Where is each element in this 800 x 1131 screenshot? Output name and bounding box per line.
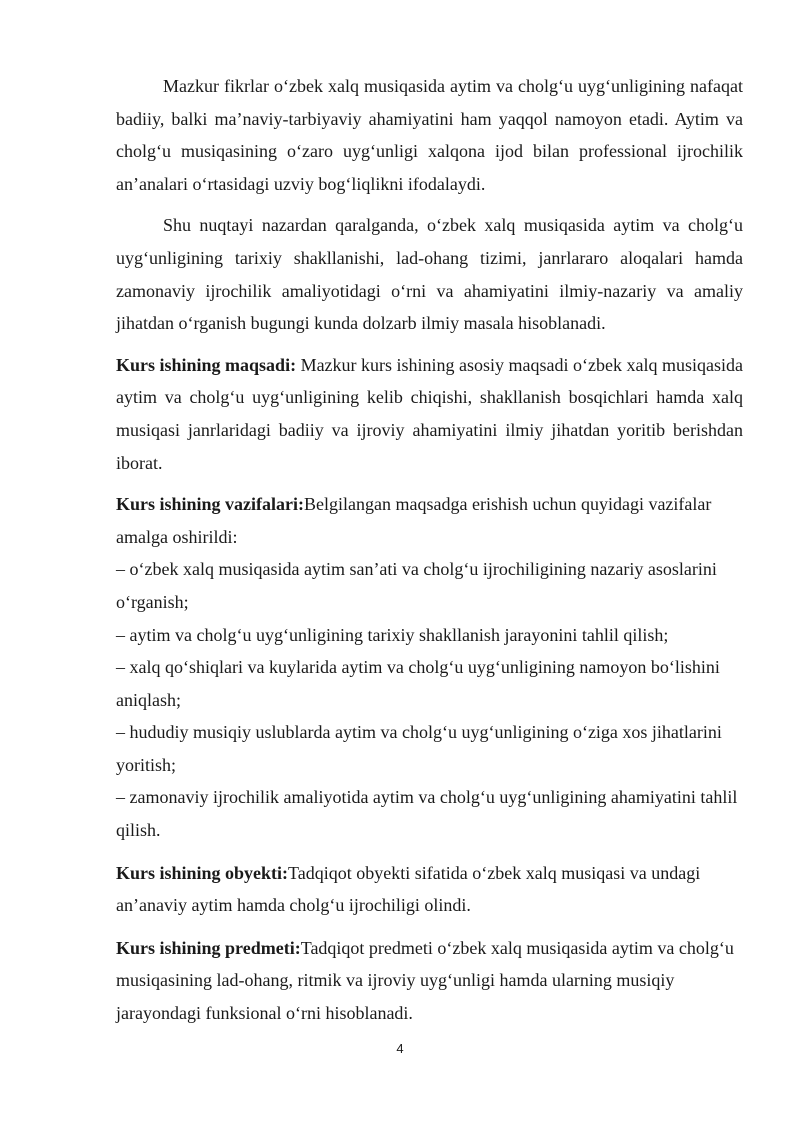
page-number: 4 [396,1041,404,1056]
tasks-label: Kurs ishining vazifalari: [116,494,305,515]
subject-section [116,932,743,1030]
task-item: – zamonaviy ijrochilik amaliyotida aytim va cholg‘u uyg‘unligining ahamiyatini tahlil qilish. [116,787,738,841]
document-page [116,70,743,1040]
task-item: – aytim va cholg‘u uyg‘unligining tarixiy shakllanish jarayonini tahlil qilish; [116,624,669,645]
object-section [116,857,743,922]
tasks-intro: Belgilangan maqsadga erishish uchun quyidagi vazifalar amalga oshirildi: [116,494,712,547]
task-item: – hududiy musiqiy uslublarda aytim va cholg‘u uyg‘unligining o‘ziga xos jihatlarini yoritish; [116,722,722,775]
object-label: Kurs ishining obyekti: [116,862,289,883]
goal-text: Mazkur kurs ishining asosiy maqsadi o‘zbek xalq musiqasida aytim va cholg‘u uyg‘unligining kelib chiqishi, shakllanish bosqichlari hamda xalq musiqasi janrlaridagi badiiy va ijroviy ahamiyatini ilmiy jihatdan yoritib berishdan iborat. [116,354,743,473]
goal-label: Kurs ishining maqsadi: [116,354,297,375]
goal-section [116,349,743,479]
task-item: – o‘zbek xalq musiqasida aytim san’ati va cholg‘u ijrochiligining nazariy asoslarini o‘rganish; [116,559,717,612]
tasks-list [116,553,743,846]
subject-text: Tadqiqot predmeti o‘zbek xalq musiqasida aytim va cholg‘u musiqasining lad-ohang, ritmik va ijroviy uyg‘unligi hamda ularning musiqiy jarayondagi funksional o‘rni hisoblanadi. [116,937,734,1024]
intro-paragraph-1: Mazkur fikrlar o‘zbek xalq musiqasida aytim va cholg‘u uyg‘unligining nafaqat badiiy, balki ma’naviy-tarbiyaviy ahamiyatini ham yaqqol namoyon etadi. Aytim va cholg‘u musiqasining o‘zaro uyg‘unligi xalqona ijod bilan professional ijrochilik an’analari o‘rtasidagi uzviy bog‘liqlikni ifodalaydi. [116,76,743,194]
intro-paragraph-2: Shu nuqtayi nazardan qaralganda, o‘zbek xalq musiqasida aytim va cholg‘u uyg‘unligining tarixiy shakllanishi, lad-ohang tizimi, janrlararo aloqalari hamda zamonaviy ijrochilik amaliyotidagi o‘rni va ahamiyatini ilmiy-nazariy va amaliy jihatdan o‘rganish bugungi kunda dolzarb ilmiy masala hisoblanadi. [116,215,743,334]
subject-label: Kurs ishining predmeti: [116,937,301,958]
object-text: Tadqiqot obyekti sifatida o‘zbek xalq musiqasi va undagi an’anaviy aytim hamda cholg‘u ijrochiligi olindi. [116,862,701,916]
tasks-section [116,488,743,847]
task-item: – xalq qo‘shiqlari va kuylarida aytim va cholg‘u uyg‘unligining namoyon bo‘lishini aniqlash; [116,657,720,710]
